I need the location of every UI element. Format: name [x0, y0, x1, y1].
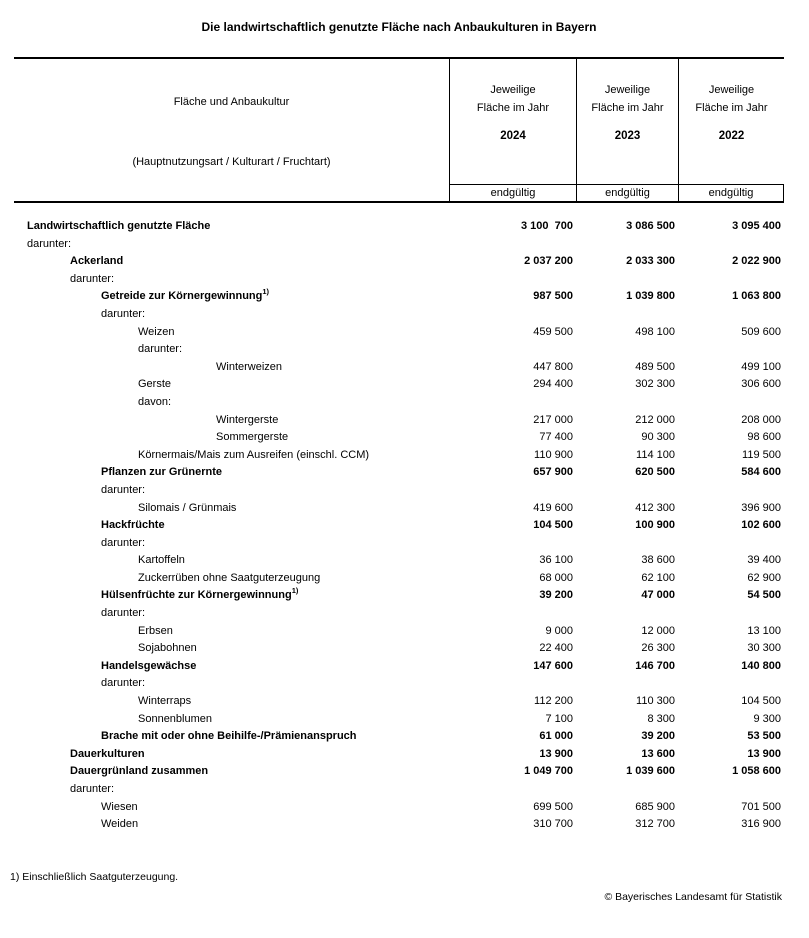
page-title: Die landwirtschaftlich genutzte Fläche nach Anbaukulturen in Bayern: [201, 20, 597, 34]
value-cell-2022: 306 600: [741, 378, 781, 391]
value-cell-2024: [449, 605, 576, 623]
value-cell-2024: 1 049 700: [524, 765, 573, 778]
table-row: [14, 623, 784, 641]
value-cell-2022: 140 800: [741, 659, 781, 672]
row-label-cell: [14, 447, 449, 465]
year-label-2024: 2024: [500, 130, 526, 142]
table-row: [14, 746, 784, 764]
table-row: [14, 711, 784, 729]
row-label-cell: [14, 728, 449, 746]
table-row: [14, 517, 784, 535]
row-label-cell: [14, 376, 449, 394]
table-row: [14, 605, 784, 623]
row-label-cell: [14, 605, 449, 623]
row-label-cell: [14, 535, 449, 553]
value-cell-2023: 312 700: [635, 818, 675, 831]
value-cell-2022: [678, 341, 784, 359]
value-cell-2023: 26 300: [641, 642, 675, 655]
value-cell-2024: 657 900: [533, 466, 573, 479]
value-cell-2023: [576, 394, 678, 412]
table-row: [14, 500, 784, 518]
row-label: Handelsgewächse: [101, 659, 197, 672]
table-row: [14, 341, 784, 359]
table-row: [14, 447, 784, 465]
value-cell-2024: [449, 482, 576, 500]
row-label: Weiden: [101, 818, 139, 831]
row-label-cell: [14, 693, 449, 711]
value-cell-2024: [449, 236, 576, 254]
value-cell-2022: [678, 482, 784, 500]
value-cell-2023: 39 200: [641, 730, 675, 743]
table-header-status-row: [14, 184, 784, 201]
value-cell-2022: 701 500: [741, 800, 781, 813]
row-label-cell: [14, 623, 449, 641]
row-label: Brache mit oder ohne Beihilfe-/Prämienanspruch: [101, 730, 357, 743]
value-cell-2024: 699 500: [533, 800, 573, 813]
value-cell-2023: 2 033 300: [626, 255, 675, 268]
value-cell-2023: [576, 535, 678, 553]
value-cell-2023: 8 300: [647, 712, 675, 725]
table-row: [14, 693, 784, 711]
value-cell-2022: [678, 271, 784, 289]
value-cell-2024: 36 100: [539, 554, 573, 567]
status-label-2022: endgültig: [678, 184, 784, 201]
value-cell-2022: 98 600: [747, 431, 781, 444]
row-label: Dauergrünland zusammen: [70, 765, 209, 778]
value-cell-2022: 584 600: [741, 466, 781, 479]
value-cell-2024: 294 400: [533, 378, 573, 391]
row-label-cell: [14, 570, 449, 588]
value-cell-2023: 489 500: [635, 360, 675, 373]
row-label: Landwirtschaftlich genutzte Fläche: [27, 220, 211, 232]
value-cell-2023: 685 900: [635, 800, 675, 813]
value-cell-2023: 212 000: [635, 413, 675, 426]
value-cell-2024: 310 700: [533, 818, 573, 831]
row-label: Kartoffeln: [138, 554, 185, 567]
table-row: [14, 218, 784, 236]
value-cell-2024: [449, 394, 576, 412]
value-cell-2022: 13 100: [747, 624, 781, 637]
table-row: [14, 781, 784, 799]
table-row: [14, 376, 784, 394]
land-use-table: [14, 57, 784, 834]
value-cell-2023: [576, 271, 678, 289]
value-cell-2024: 147 600: [533, 659, 573, 672]
value-cell-2022: 208 000: [741, 413, 781, 426]
value-cell-2022: 30 300: [747, 642, 781, 655]
row-label: Silomais / Grünmais: [138, 501, 237, 514]
row-label: Getreide zur Körnergewinnung: [101, 290, 263, 303]
table-row: [14, 675, 784, 693]
row-label: Ackerland: [70, 255, 124, 268]
table-row: [14, 816, 784, 834]
table-row: [14, 658, 784, 676]
row-label-cell: [14, 218, 449, 236]
row-label: Gerste: [138, 378, 172, 391]
year-label-2022: 2022: [718, 130, 745, 142]
value-cell-2023: 412 300: [635, 501, 675, 514]
copyright-notice: © Bayerisches Landesamt für Statistik: [604, 891, 782, 903]
row-label: darunter:: [70, 783, 115, 795]
value-cell-2024: 2 037 200: [524, 255, 573, 268]
value-cell-2023: 114 100: [636, 448, 675, 461]
value-cell-2022: [678, 781, 784, 799]
value-cell-2024: 77 400: [539, 431, 573, 444]
value-cell-2023: 3 086 500: [626, 220, 675, 232]
row-label-cell: [14, 587, 449, 605]
value-cell-2023: 1 039 800: [626, 290, 675, 303]
value-cell-2024: 987 500: [533, 290, 573, 303]
table-header-upper: [14, 59, 784, 184]
column-caption-line1: Jeweilige: [708, 84, 755, 96]
value-cell-2023: 62 100: [641, 571, 675, 584]
value-cell-2024: 13 900: [539, 747, 573, 760]
row-label: Wintergerste: [216, 413, 279, 426]
value-cell-2023: 47 000: [641, 589, 675, 602]
column-header-label: [14, 59, 449, 184]
table-row: [14, 394, 784, 412]
value-cell-2023: [576, 605, 678, 623]
column-header-2023: [576, 59, 678, 184]
value-cell-2024: 104 500: [533, 519, 573, 532]
value-cell-2024: 217 000: [533, 413, 573, 426]
value-cell-2022: 396 900: [741, 501, 781, 514]
value-cell-2023: [576, 236, 678, 254]
column-caption-line2: Fläche im Jahr: [695, 102, 768, 114]
value-cell-2022: 62 900: [747, 571, 781, 584]
footnote-marker: 1): [262, 286, 270, 296]
row-label: Sojabohnen: [138, 642, 197, 655]
row-label-cell: [14, 711, 449, 729]
value-cell-2023: 38 600: [641, 554, 675, 567]
value-cell-2022: 9 300: [753, 712, 781, 725]
column-caption-line1: Jeweilige: [604, 84, 651, 96]
row-label: Weizen: [138, 325, 175, 338]
table-body: [14, 203, 784, 834]
row-label: Pflanzen zur Grünernte: [101, 466, 223, 479]
row-label: Hackfrüchte: [101, 519, 165, 532]
row-label-cell: [14, 781, 449, 799]
value-cell-2023: 302 300: [635, 378, 675, 391]
row-label: Sommergerste: [216, 431, 289, 444]
value-cell-2023: 12 000: [641, 624, 675, 637]
row-label: Winterraps: [138, 695, 192, 708]
value-cell-2022: [678, 535, 784, 553]
value-cell-2024: 112 200: [534, 695, 573, 708]
table-row: [14, 587, 784, 605]
row-label: darunter:: [101, 483, 146, 496]
value-cell-2023: [576, 482, 678, 500]
table-row: [14, 552, 784, 570]
row-label-cell: [14, 288, 449, 306]
value-cell-2022: 119 500: [742, 448, 781, 461]
column-header-2024: [449, 59, 576, 184]
value-cell-2023: [576, 306, 678, 324]
table-row: [14, 570, 784, 588]
row-label-cell: [14, 429, 449, 447]
table-row: [14, 763, 784, 781]
row-label: darunter:: [101, 607, 146, 620]
value-cell-2023: [576, 675, 678, 693]
value-cell-2022: 39 400: [747, 554, 781, 567]
value-cell-2023: 1 039 600: [626, 765, 675, 778]
footnote: 1) Einschließlich Saatguterzeugung.: [10, 871, 179, 883]
value-cell-2023: 13 600: [641, 747, 675, 760]
table-row: [14, 640, 784, 658]
value-cell-2022: 13 900: [747, 747, 781, 760]
value-cell-2022: 2 022 900: [732, 255, 781, 268]
row-label-cell: [14, 675, 449, 693]
value-cell-2022: 509 600: [741, 325, 781, 338]
value-cell-2023: 620 500: [635, 466, 675, 479]
value-cell-2024: [449, 341, 576, 359]
value-cell-2022: [678, 605, 784, 623]
row-label: Dauerkulturen: [70, 747, 145, 760]
value-cell-2024: 7 100: [545, 712, 573, 725]
row-label-cell: [14, 640, 449, 658]
row-label: darunter:: [70, 272, 115, 285]
row-label-cell: [14, 500, 449, 518]
table-header: [14, 57, 784, 203]
value-cell-2022: 1 058 600: [732, 765, 781, 778]
row-label-cell: [14, 517, 449, 535]
table-row: [14, 464, 784, 482]
row-label: darunter:: [101, 677, 146, 690]
value-cell-2024: 9 000: [545, 624, 573, 637]
value-cell-2023: 100 900: [635, 519, 675, 532]
column-header-2022: [678, 59, 784, 184]
value-cell-2024: 419 600: [533, 501, 573, 514]
column-caption-line2: Fläche im Jahr: [591, 102, 664, 114]
value-cell-2022: 53 500: [747, 730, 781, 743]
value-cell-2024: 39 200: [539, 589, 573, 602]
table-row: [14, 236, 784, 254]
value-cell-2023: 498 100: [635, 325, 675, 338]
row-label: darunter:: [101, 536, 146, 549]
value-cell-2022: 3 095 400: [732, 220, 781, 232]
row-label-cell: [14, 552, 449, 570]
table-row: [14, 412, 784, 430]
row-label-cell: [14, 816, 449, 834]
row-label-cell: [14, 341, 449, 359]
table-row: [14, 271, 784, 289]
value-cell-2024: 459 500: [533, 325, 573, 338]
value-cell-2024: [449, 306, 576, 324]
row-label-cell: [14, 306, 449, 324]
row-label: darunter:: [101, 307, 146, 320]
table-row: [14, 359, 784, 377]
value-cell-2022: 104 500: [741, 695, 781, 708]
row-label-cell: [14, 324, 449, 342]
row-label-cell: [14, 412, 449, 430]
table-row: [14, 535, 784, 553]
column-header-label-line2: (Hauptnutzungsart / Kulturart / Fruchtart): [132, 156, 331, 168]
row-label: Wiesen: [101, 800, 138, 813]
year-label-2023: 2023: [614, 130, 641, 142]
row-label: darunter:: [27, 237, 72, 250]
value-cell-2022: [678, 675, 784, 693]
column-caption-line1: Jeweilige: [490, 84, 536, 96]
row-label: Körnermais/Mais zum Ausreifen (einschl. CCM): [138, 448, 370, 461]
value-cell-2024: [449, 535, 576, 553]
column-header-label-line1: Fläche und Anbaukultur: [173, 96, 290, 108]
value-cell-2024: [449, 271, 576, 289]
table-row: [14, 429, 784, 447]
value-cell-2023: [576, 781, 678, 799]
value-cell-2022: [678, 394, 784, 412]
row-label: Sonnenblumen: [138, 712, 213, 725]
row-label-cell: [14, 359, 449, 377]
footnote-marker: 1): [291, 585, 299, 595]
row-label: Erbsen: [138, 624, 173, 637]
value-cell-2023: 90 300: [641, 431, 675, 444]
row-label-cell: [14, 394, 449, 412]
table-row: [14, 728, 784, 746]
row-label-cell: [14, 464, 449, 482]
value-cell-2024: 68 000: [539, 571, 573, 584]
value-cell-2024: 110 900: [534, 448, 573, 461]
column-caption-line2: Fläche im Jahr: [476, 102, 550, 114]
row-label-cell: [14, 271, 449, 289]
value-cell-2023: [576, 341, 678, 359]
value-cell-2024: 3 100 700: [521, 220, 573, 232]
row-label-cell: [14, 658, 449, 676]
table-row: [14, 253, 784, 271]
value-cell-2024: [449, 781, 576, 799]
row-label-cell: [14, 763, 449, 781]
status-label-2024: endgültig: [449, 184, 576, 201]
value-cell-2023: 146 700: [635, 659, 675, 672]
value-cell-2022: [678, 236, 784, 254]
table-row: [14, 324, 784, 342]
row-label: Zuckerrüben ohne Saatguterzeugung: [138, 571, 321, 584]
row-label: Winterweizen: [216, 360, 283, 373]
status-spacer: [14, 184, 449, 201]
row-label: darunter:: [138, 343, 183, 356]
row-label-cell: [14, 236, 449, 254]
table-row: [14, 482, 784, 500]
row-label-cell: [14, 253, 449, 271]
table-row: [14, 288, 784, 306]
row-label-cell: [14, 746, 449, 764]
table-row: [14, 306, 784, 324]
row-label-cell: [14, 482, 449, 500]
value-cell-2022: 1 063 800: [732, 290, 781, 303]
value-cell-2023: 110 300: [636, 695, 675, 708]
value-cell-2022: 499 100: [741, 360, 781, 373]
value-cell-2024: 447 800: [533, 360, 573, 373]
value-cell-2022: 102 600: [741, 519, 781, 532]
value-cell-2024: 22 400: [539, 642, 573, 655]
row-label-cell: [14, 799, 449, 817]
row-label: davon:: [138, 395, 172, 408]
value-cell-2024: [449, 675, 576, 693]
row-label: Hülsenfrüchte zur Körnergewinnung: [101, 589, 292, 602]
value-cell-2022: 316 900: [741, 818, 781, 831]
value-cell-2022: 54 500: [747, 589, 781, 602]
value-cell-2022: [678, 306, 784, 324]
value-cell-2024: 61 000: [539, 730, 573, 743]
status-label-2023: endgültig: [576, 184, 678, 201]
table-row: [14, 799, 784, 817]
